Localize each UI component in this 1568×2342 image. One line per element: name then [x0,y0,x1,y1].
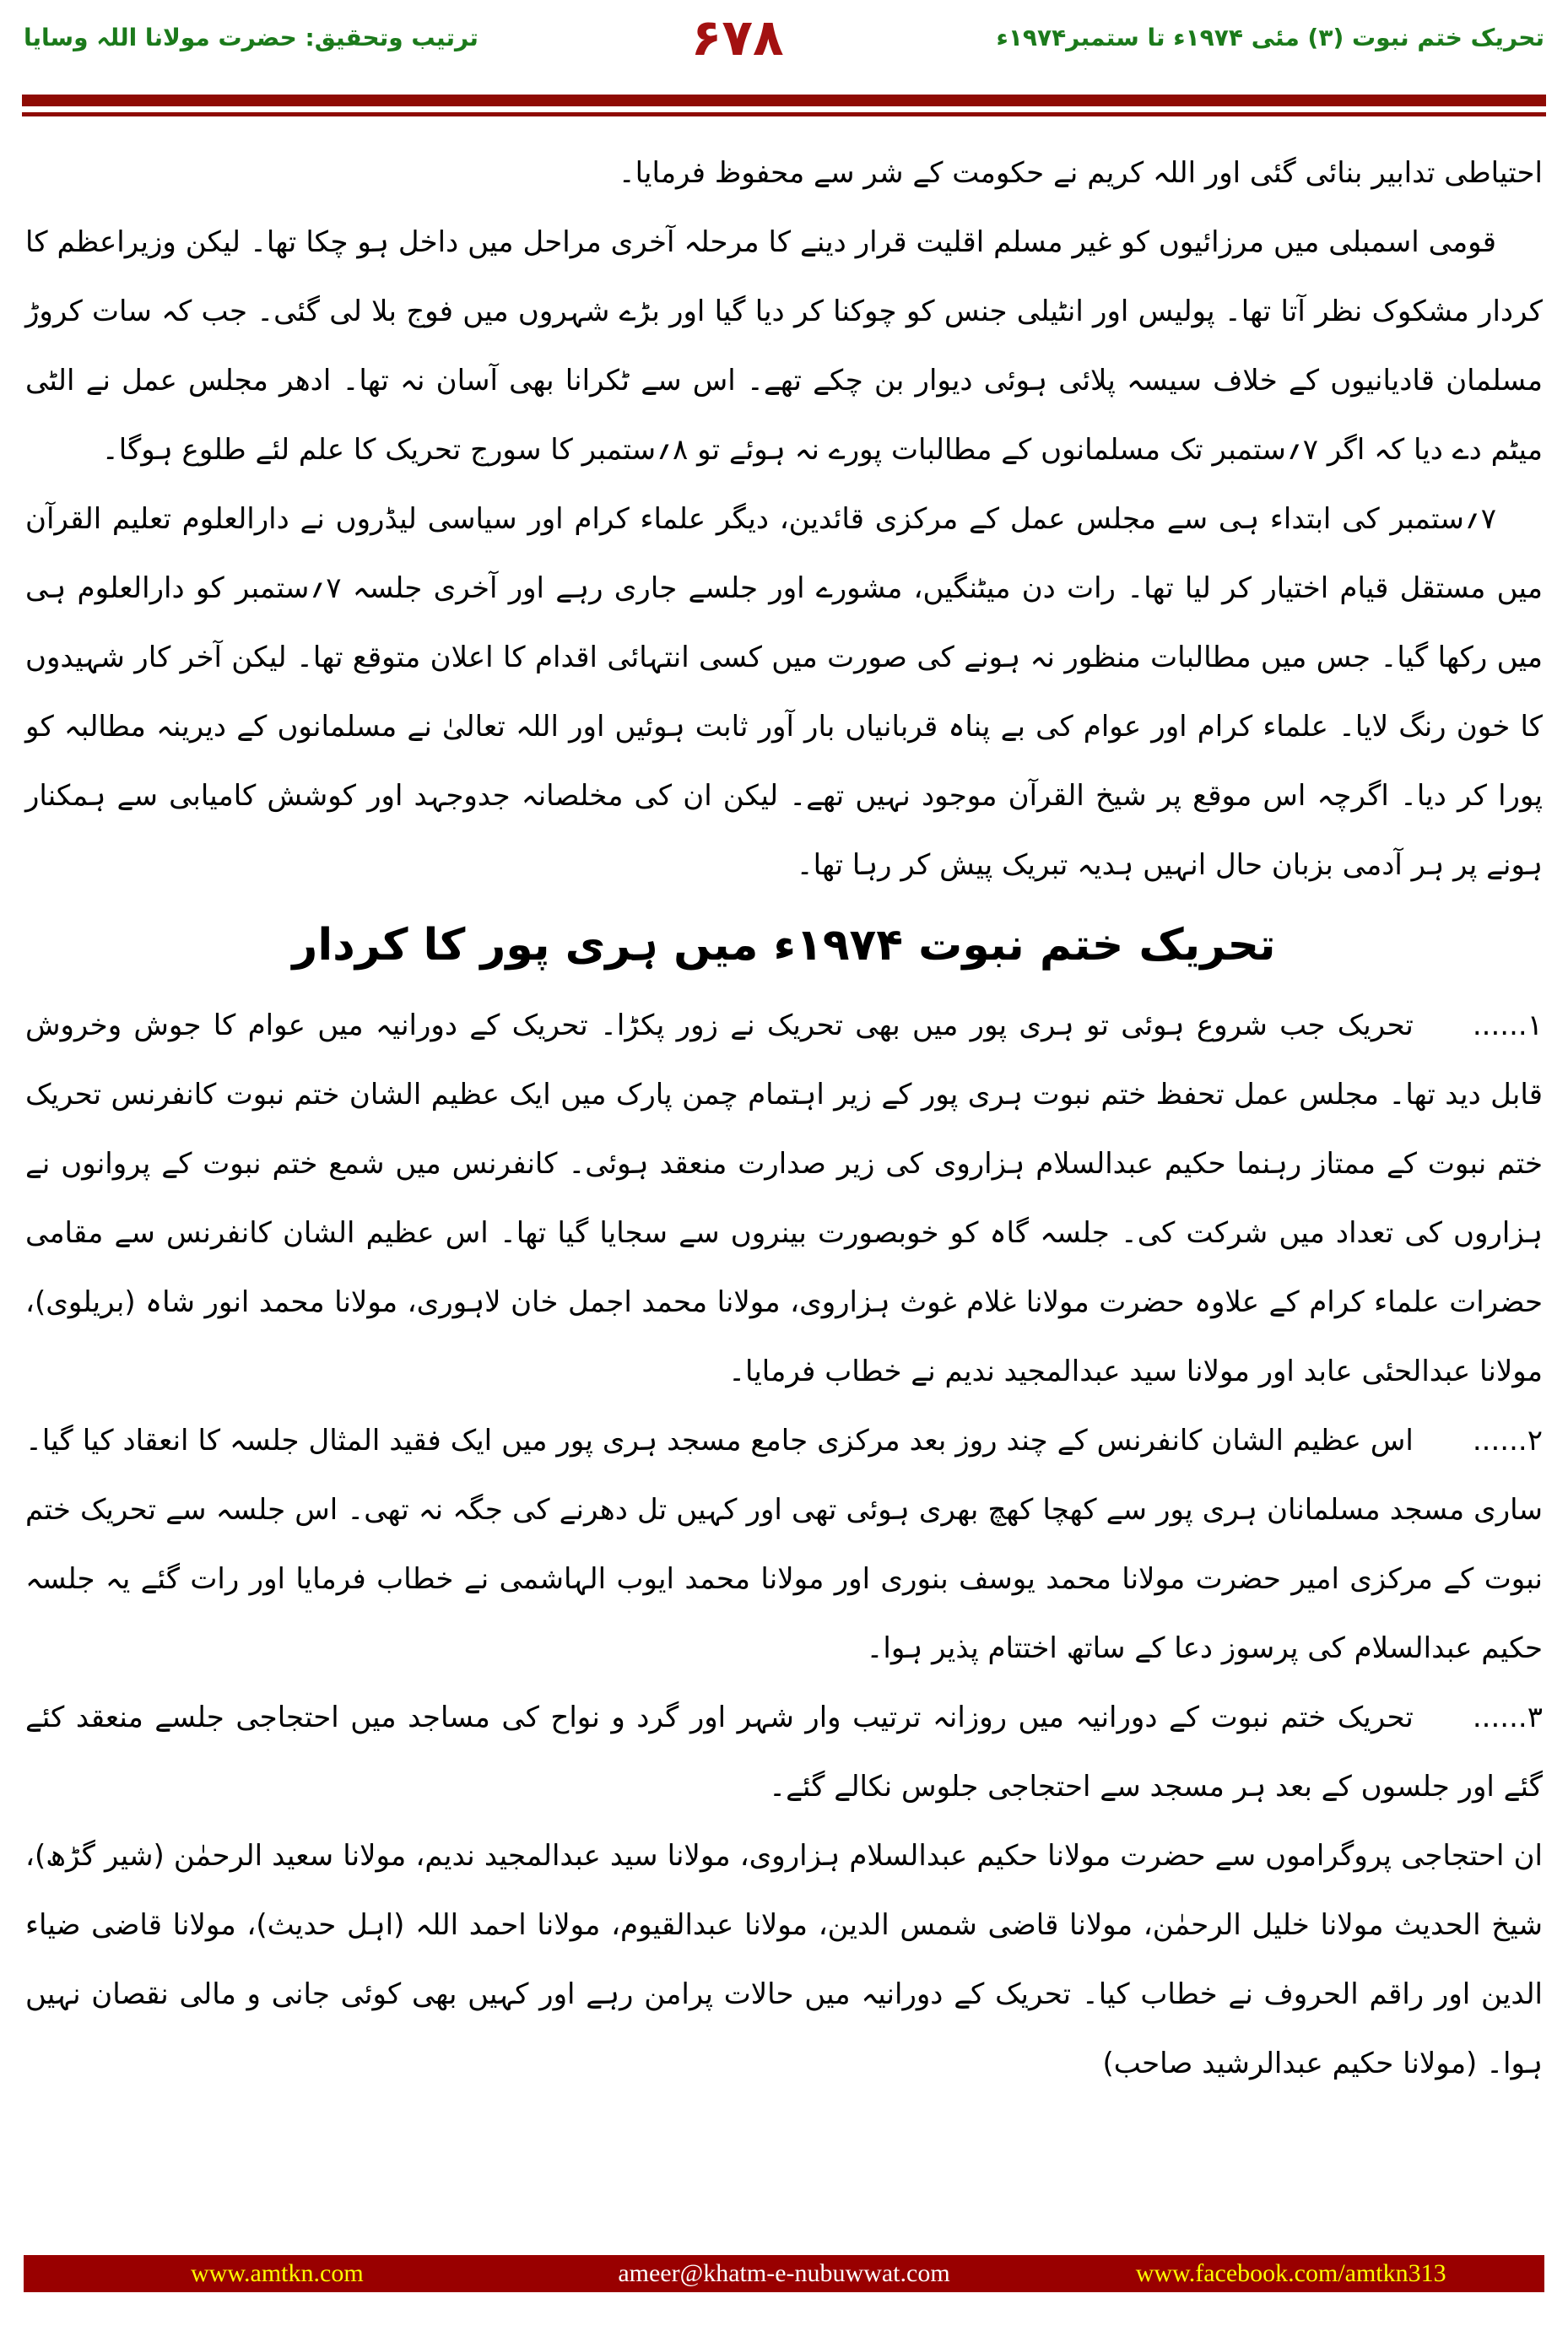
paragraph-2: قومی اسمبلی میں مرزائیوں کو غیر مسلم اقلیت قرار دینے کا مرحلہ آخری مراحل میں داخل ہو چکا تھا۔ لیکن وزیراعظم کا کردار مشکوک نظر آتا تھا۔ پولیس اور انٹیلی جنس کو چوکنا کر دیا گیا اور بڑے شہروں میں فوج بلا لی گئی۔ جب کہ سات کروڑ مسلمان قادیانیوں کے خلاف سیسہ پلائی ہوئی دیوار بن چکے تھے۔ اس سے ٹکرانا بھی آسان نہ تھا۔ ادھر مجلس عمل نے الٹی میٹم دے دیا کہ اگر ۷؍ستمبر تک مسلمانوں کے مطالبات پورے نہ ہوئے تو ۸؍ستمبر کا سورج تحریک کا علم لئے طلوع ہوگا۔ [25,225,1543,467]
numbered-item-3 [25,1683,1543,1821]
paragraph-1: احتیاطی تدابیر بنائی گئی اور اللہ کریم نے حکومت کے شر سے محفوظ فرمایا۔ [618,156,1543,190]
paragraph-final: ان احتجاجی پروگراموں سے حضرت مولانا حکیم عبدالسلام ہزاروی، مولانا سید عبدالمجید ندیم، مولانا سعید الرحمٰن (شیر گڑھ)، شیخ الحدیث مولانا خلیل الرحمٰن، مولانا قاضی شمس الدین، مولانا عبدالقیوم، مولانا احمد اللہ (اہل حدیث)، مولانا قاضی ضیاء الدین اور راقم الحروف نے خطاب کیا۔ تحریک کے دورانیہ میں حالات پرامن رہے اور کہیں بھی کوئی جانی و مالی نقصان نہیں ہوا۔ (مولانا حکیم عبدالرشید صاحب) [25,1839,1543,2080]
item-3-text: تحریک ختم نبوت کے دورانیہ میں روزانہ ترتیب وار شہر اور گرد و نواح کی مساجد میں احتجاجی جلسے منعقد کئے گئے اور جلسوں کے بعد ہر مسجد سے احتجاجی جلوس نکالے گئے۔ [25,1701,1543,1804]
body-text [0,116,1568,2098]
numbered-item-1 [25,991,1543,1406]
header-credit-left: ترتیب وتحقیق: حضرت مولانا اللہ وسایا [24,24,479,51]
item-2-marker: ۲...... [1472,1424,1543,1458]
numbered-item-2 [25,1406,1543,1683]
footer-bar [24,2255,1544,2292]
header-divider [22,95,1546,116]
paragraph-3: ۷؍ستمبر کی ابتداء ہی سے مجلس عمل کے مرکزی قائدین، دیگر علماء کرام اور سیاسی لیڈروں نے دارالعلوم تعلیم القرآن میں مستقل قیام اختیار کر لیا تھا۔ رات دن میٹنگیں، مشورے اور جلسے جاری رہے اور آخری جلسہ ۷؍ستمبر کو دارالعلوم ہی میں رکھا گیا۔ جس میں مطالبات منظور نہ ہونے کی صورت میں کسی انتہائی اقدام کا اعلان متوقع تھا۔ لیکن آخر کار شہیدوں کا خون رنگ لایا۔ علماء کرام اور عوام کی بے پناہ قربانیاں بار آور ثابت ہوئیں اور اللہ تعالیٰ نے مسلمانوں کے دیرینہ مطالبہ کو پورا کر دیا۔ اگرچہ اس موقع پر شیخ القرآن موجود نہیں تھے۔ لیکن ان کی مخلصانہ جدوجہد اور کوشش کامیابی سے ہمکنار ہونے پر ہر آدمی بزبان حال انہیں ہدیہ تبریک پیش کر رہا تھا۔ [25,502,1543,882]
footer-website-link: www.amtkn.com [190,2259,364,2287]
footer-email-address: ameer@khatm-e-nubuwwat.com [618,2259,950,2287]
item-1-text: تحریک جب شروع ہوئی تو ہری پور میں بھی تحریک نے زور پکڑا۔ تحریک کے دورانیہ میں عوام کا جوش وخروش قابل دید تھا۔ مجلس عمل تحفظ ختم نبوت ہری پور کے زیر اہتمام چمن پارک میں ایک عظیم الشان ختم نبوت کانفرنس تحریک ختم نبوت کے ممتاز رہنما حکیم عبدالسلام ہزاروی کی زیر صدارت منعقد ہوئی۔ کانفرنس میں شمع ختم نبوت کے پروانوں نے ہزاروں کی تعداد میں شرکت کی۔ جلسہ گاہ کو خوبصورت بینروں سے سجایا گیا تھا۔ اس عظیم الشان کانفرنس سے مقامی حضرات علماء کرام کے علاوہ حضرت مولانا غلام غوث ہزاروی، مولانا محمد اجمل خان لاہوری، مولانا محمد انور شاہ (بریلوی)، مولانا عبدالحئی عابد اور مولانا سید عبدالمجید ندیم نے خطاب فرمایا۔ [25,1009,1544,1388]
header-title-right: تحریک ختم نبوت (۳) مئی ۱۹۷۴ء تا ستمبر۱۹۷۴ء [996,24,1544,51]
footer-facebook-link: www.facebook.com/amtkn313 [1135,2259,1446,2287]
page-header [0,0,1568,88]
divider-gap [22,106,1546,112]
item-3-marker: ۳...... [1472,1701,1543,1734]
page-number: ۶۷۸ [690,8,784,68]
item-2-text: اس عظیم الشان کانفرنس کے چند روز بعد مرکزی جامع مسجد ہری پور میں ایک فقید المثال جلسہ کا انعقاد کیا گیا۔ ساری مسجد مسلمانان ہری پور سے کھچا کھچ بھری ہوئی تھی اور کہیں تل دھرنے کی جگہ نہ تھی۔ اس جلسہ سے تحریک ختم نبوت کے مرکزی امیر حضرت مولانا محمد یوسف بنوری اور مولانا محمد ایوب الہاشمی نے خطاب فرمایا اور رات گئے یہ جلسہ حکیم عبدالسلام کی پرسوز دعا کے ساتھ اختتام پذیر ہوا۔ [25,1424,1543,1665]
divider-thick-rule [22,95,1546,106]
section-heading: تحریک ختم نبوت ۱۹۷۴ء میں ہری پور کا کردار [292,920,1276,971]
item-1-marker: ۱...... [1472,1009,1543,1042]
